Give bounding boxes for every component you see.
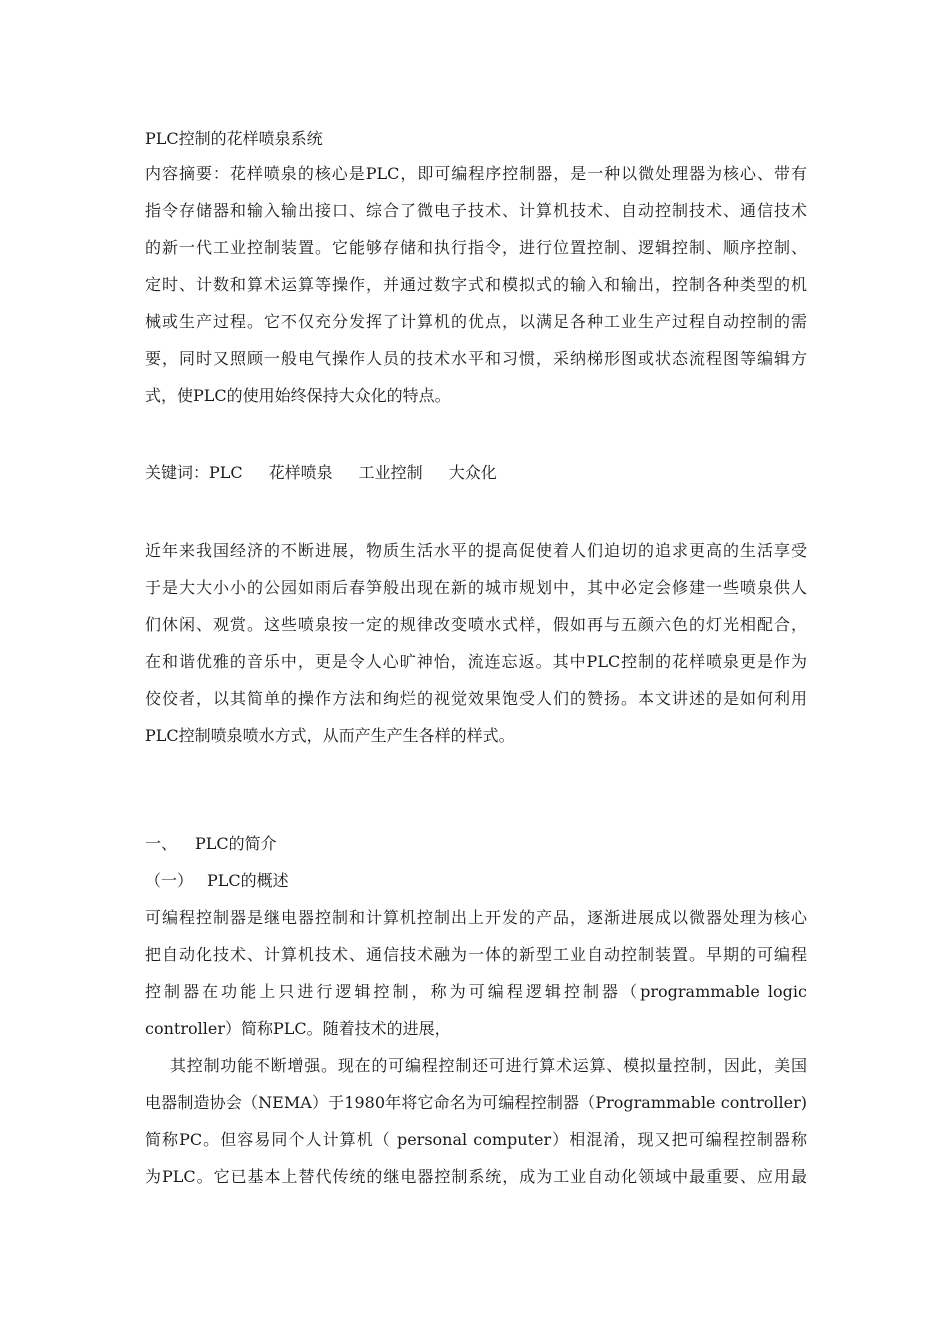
paragraph-line: 简称PC。但容易同个人计算机（ personal computer）相混淆，现又把可编程控制器称 <box>145 1130 807 1149</box>
body-line: 可编程控制器是继电器控制和计算机控制出上开发的产品，逐渐进展成以微器处理为核心 <box>145 908 807 927</box>
abstract-line: 械或生产过程。它不仅充分发挥了计算机的优点，以满足各种工业生产过程自动控制的需 <box>145 312 807 331</box>
intro-line: 们休闲、观赏。这些喷泉按一定的规律改变喷水式样，假如再与五颜六色的灯光相配合， <box>145 615 807 634</box>
keyword: 大众化 <box>448 463 497 482</box>
keywords-row <box>145 463 807 483</box>
intro-line: 佼佼者，以其简单的操作方法和绚烂的视觉效果饱受人们的赞扬。本文讲述的是如何利用 <box>145 689 807 708</box>
keyword: 工业控制 <box>358 463 423 482</box>
paragraph-line: 为PLC。它已基本上替代传统的继电器控制系统，成为工业自动化领域中最重要、应用最 <box>145 1167 807 1186</box>
keyword: PLC <box>209 463 243 482</box>
section-number: 一、 <box>145 834 178 853</box>
section-title: PLC的简介 <box>195 834 277 853</box>
intro-line: 于是大大小小的公园如雨后春笋般出现在新的城市规划中，其中必定会修建一些喷泉供人 <box>145 578 807 597</box>
keyword: 花样喷泉 <box>268 463 333 482</box>
abstract-line: 的新一代工业控制装置。它能够存储和执行指令，进行位置控制、逻辑控制、顺序控制、 <box>145 238 807 257</box>
subsection-heading <box>145 871 807 891</box>
body-line: 控制器在功能上只进行逻辑控制，称为可编程逻辑控制器（programmable logic <box>145 982 807 1001</box>
abstract-line: 式，使PLC的使用始终保持大众化的特点。 <box>145 386 451 405</box>
section-heading <box>145 834 807 854</box>
abstract-line: 定时、计数和算术运算等操作，并通过数字式和模拟式的输入和输出，控制各种类型的机 <box>145 275 807 294</box>
intro-line: PLC控制喷泉喷水方式，从而产生产生各样的样式。 <box>145 726 515 745</box>
document-title: PLC控制的花样喷泉系统 <box>145 129 323 148</box>
abstract-line: 要，同时又照顾一般电气操作人员的技术水平和习惯，采纳梯形图或状态流程图等编辑方 <box>145 349 807 368</box>
abstract-line: 内容摘要：花样喷泉的核心是PLC，即可编程序控制器，是一种以微处理器为核心、带有 <box>145 164 807 183</box>
intro-line: 在和谐优雅的音乐中，更是令人心旷神怡，流连忘返。其中PLC控制的花样喷泉更是作为 <box>145 652 807 671</box>
abstract-line: 指令存储器和输入输出接口、综合了微电子技术、计算机技术、自动控制技术、通信技术 <box>145 201 807 220</box>
body-line: 把自动化技术、计算机技术、通信技术融为一体的新型工业自动控制装置。早期的可编程 <box>145 945 807 964</box>
subsection-number: （一） <box>145 871 194 890</box>
paragraph-line: 电器制造协会（NEMA）于1980年将它命名为可编程控制器（Programmable controller) <box>145 1093 807 1112</box>
keywords-label: 关键词： <box>145 463 210 482</box>
intro-line: 近年来我国经济的不断进展，物质生活水平的提高促使着人们迫切的追求更高的生活享受 <box>145 541 807 560</box>
paragraph-line: 其控制功能不断增强。现在的可编程控制还可进行算术运算、模拟量控制，因此，美国 <box>170 1056 807 1075</box>
subsection-title: PLC的概述 <box>207 871 289 890</box>
body-line: controller）简称PLC。随着技术的进展， <box>145 1019 451 1038</box>
